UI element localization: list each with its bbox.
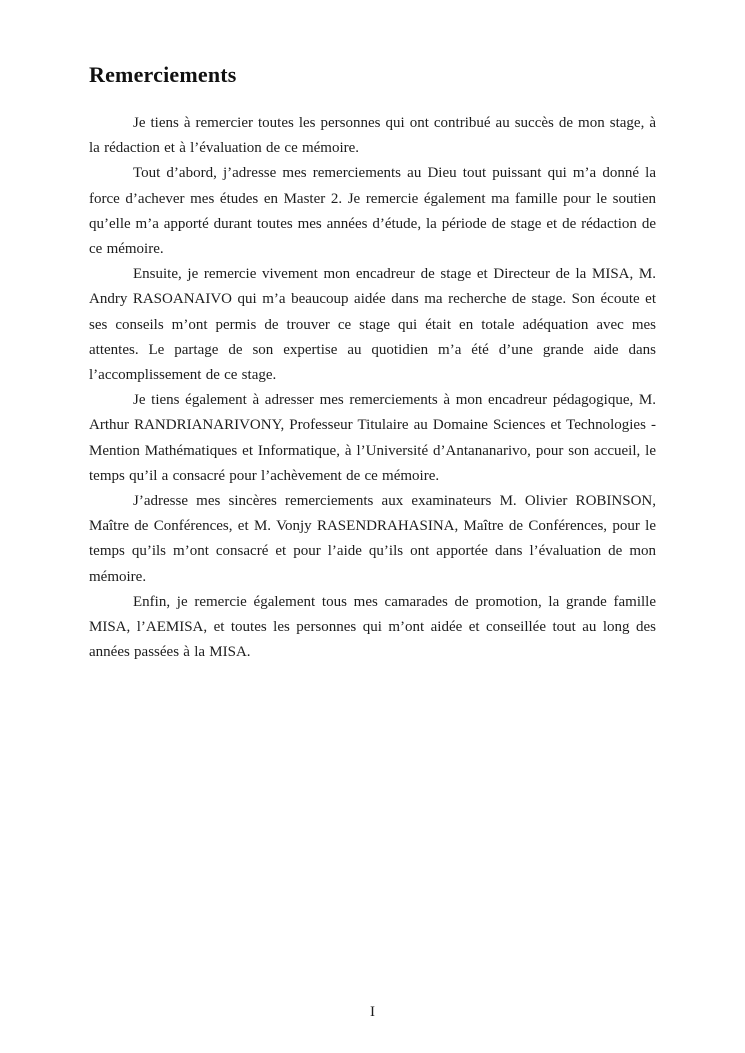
page-number: I	[370, 1004, 375, 1020]
document-body	[89, 111, 656, 665]
page-footer	[0, 1003, 745, 1021]
paragraph-examiners: J’adresse mes sincères remerciements aux examinateurs M. Olivier ROBINSON, Maître de Conférences, et M. Vonjy RASENDRAHASINA, Maître de Conférences, pour le temps qu’ils m’ont consacré et pour l’aide qu’ils ont apportée dans l’évaluation de mon mémoire.	[89, 493, 656, 585]
document-content	[89, 62, 656, 665]
paragraph-god-family: Tout d’abord, j’adresse mes remerciements au Dieu tout puissant qui m’a donné la force d’achever mes études en Master 2. Je remercie également ma famille pour le soutien qu’elle m’a apporté durant toutes mes années d’étude, la période de stage et de rédaction de ce mémoire.	[89, 165, 656, 258]
paragraph-academic-supervisor: Je tiens également à adresser mes remerciements à mon encadreur pédagogique, M. Arthur RANDRIANARIVONY, Professeur Titulaire au Domaine Sciences et Technologies - Mention Mathématiques et Informatique, à l’Université d’Antananarivo, pour son accueil, le temps qu’il a consacré pour l’achèvement de ce mémoire.	[89, 392, 656, 484]
paragraph-classmates: Enfin, je remercie également tous mes camarades de promotion, la grande famille MISA, l’AEMISA, et toutes les personnes qui m’ont aidée et conseillée tout au long des années passées à la MISA.	[89, 593, 656, 661]
page-title: Remerciements	[89, 62, 237, 87]
paragraph-internship-supervisor: Ensuite, je remercie vivement mon encadreur de stage et Directeur de la MISA, M. Andry RASOANAIVO qui m’a beaucoup aidée dans ma recherche de stage. Son écoute et ses conseils m’ont permis de trouver ce stage qui était en totale adéquation avec mes attentes. Le partage de son expertise au quotidien m’a été d’une grande aide dans l’accomplissement de ce stage.	[89, 266, 656, 384]
paragraph-intro: Je tiens à remercier toutes les personnes qui ont contribué au succès de mon stage, à la rédaction et à l’évaluation de ce mémoire.	[89, 115, 656, 157]
